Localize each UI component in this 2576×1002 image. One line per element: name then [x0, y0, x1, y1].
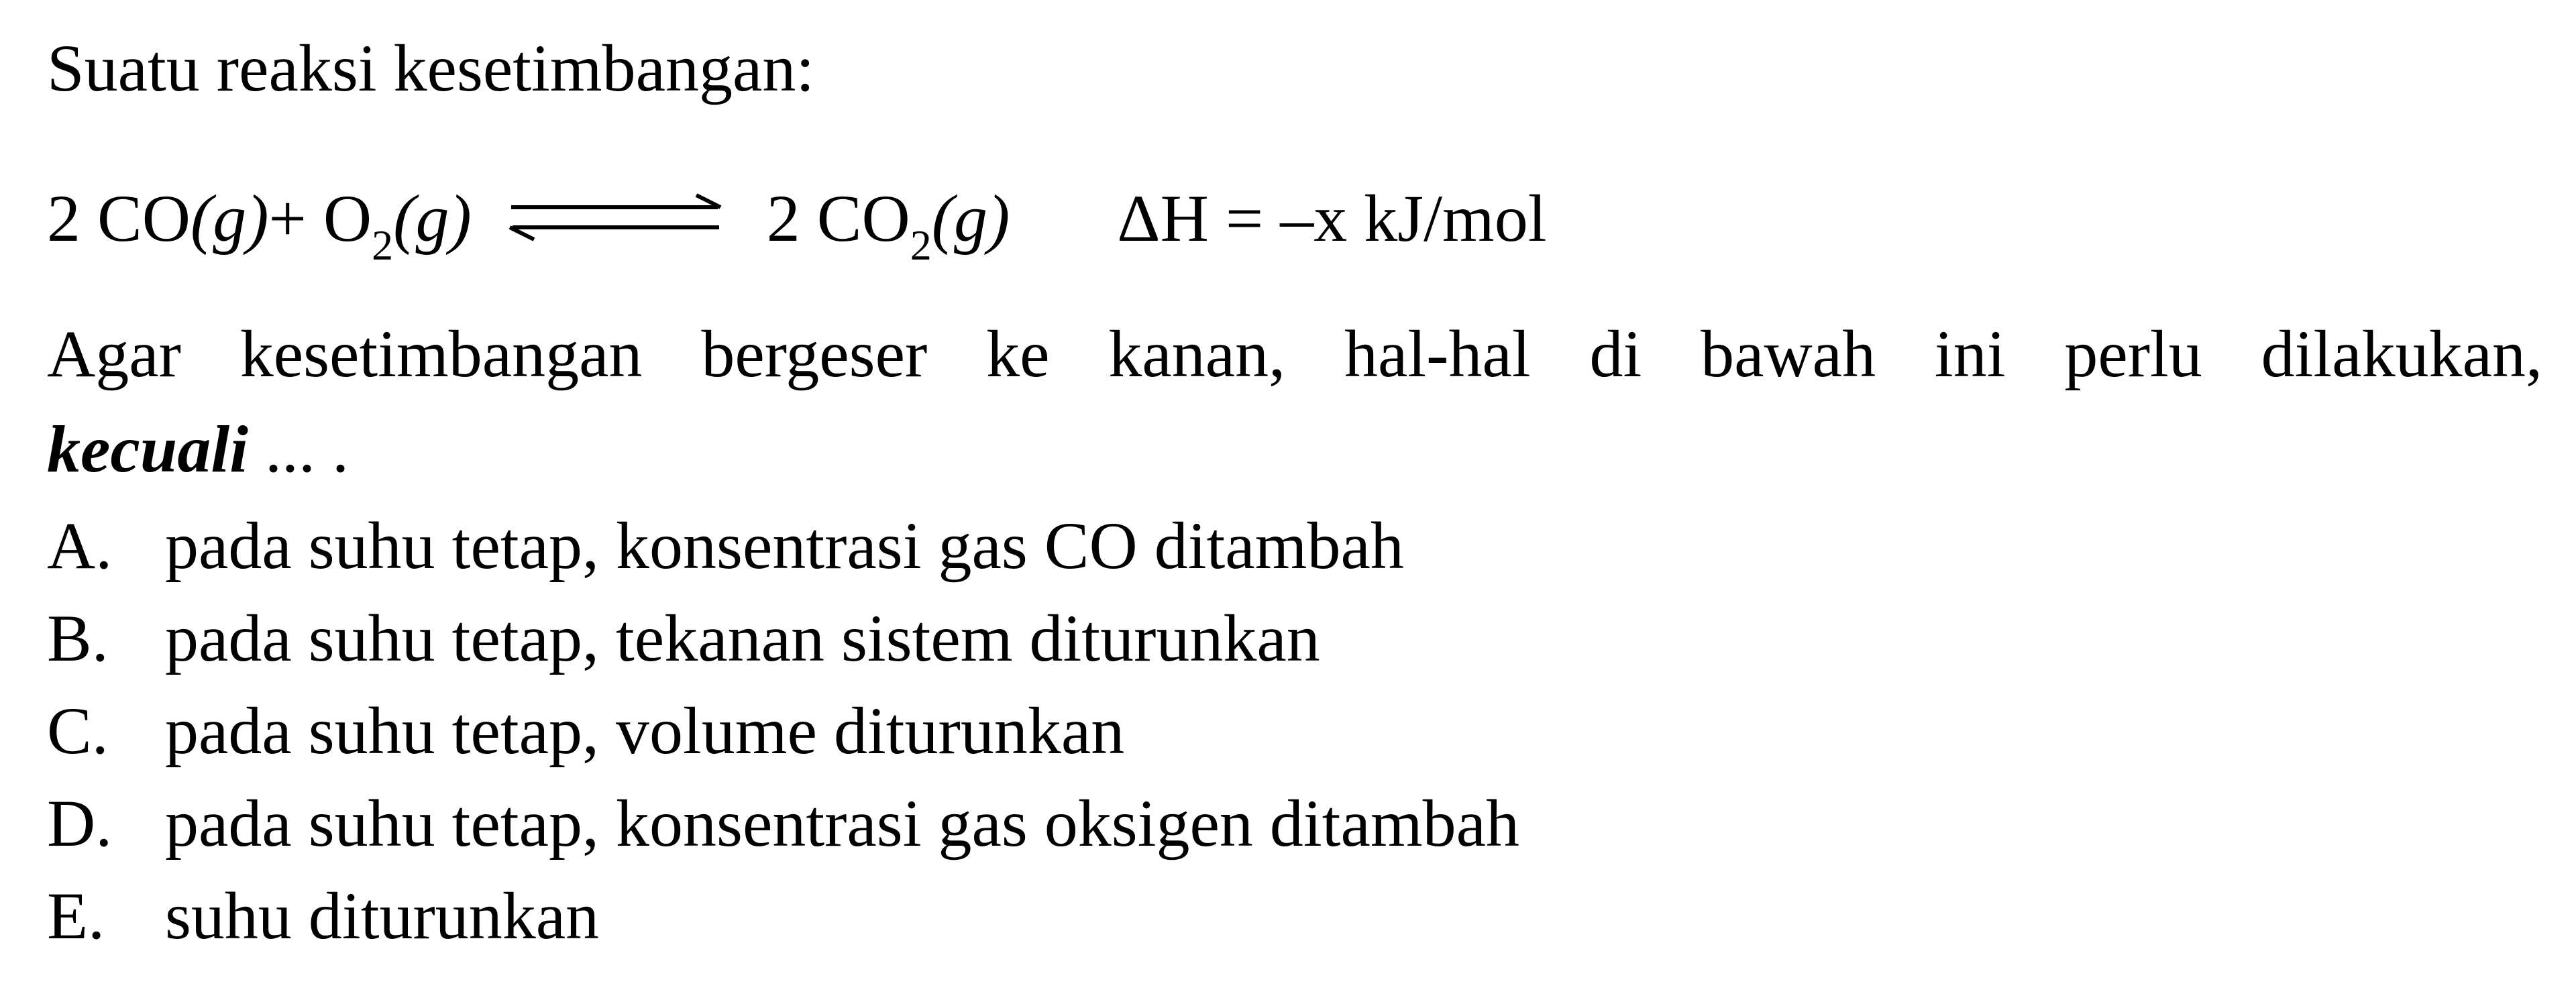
option-letter: D.: [47, 786, 113, 860]
option-text: pada suhu tetap, tekanan sistem diturunkan: [165, 601, 1320, 675]
option-letter: E.: [47, 879, 105, 953]
reactant-o2: + O: [268, 181, 372, 256]
option-c[interactable]: [47, 693, 1125, 768]
option-text: pada suhu tetap, konsentrasi gas CO ditambah: [165, 508, 1404, 583]
option-letter: B.: [47, 601, 109, 675]
option-text: pada suhu tetap, volume diturunkan: [165, 693, 1125, 768]
subscript-o2: 2: [372, 221, 394, 269]
question-emphasis-line: [47, 412, 349, 486]
question-text: Agar kesetimbangan bergeser ke kanan, hal-hal di bawah ini perlu dilakukan,: [47, 317, 2542, 391]
option-text: suhu diturunkan: [165, 879, 600, 953]
option-e[interactable]: [47, 879, 600, 953]
enthalpy-change: ΔH = –x kJ/mol: [1117, 181, 1547, 256]
option-letter: C.: [47, 693, 109, 768]
product-co2: 2 CO: [766, 181, 910, 256]
equilibrium-arrows-icon: [504, 190, 726, 243]
state-co2: (g): [931, 181, 1010, 256]
option-text: pada suhu tetap, konsentrasi gas oksigen ditambah: [165, 786, 1519, 860]
intro-text: Suatu reaksi kesetimbangan:: [47, 31, 815, 105]
option-d[interactable]: [47, 786, 1519, 860]
question-tail: ... .: [248, 412, 349, 486]
option-a[interactable]: [47, 508, 1404, 583]
state-co: (g): [190, 181, 269, 256]
subscript-co2: 2: [910, 221, 932, 269]
chemical-equation: [47, 181, 1547, 269]
option-b[interactable]: [47, 601, 1320, 675]
question-emphasis: kecuali: [47, 412, 248, 486]
state-o2: (g): [393, 181, 472, 256]
option-letter: A.: [47, 508, 113, 583]
reactant-co: 2 CO: [47, 181, 191, 256]
